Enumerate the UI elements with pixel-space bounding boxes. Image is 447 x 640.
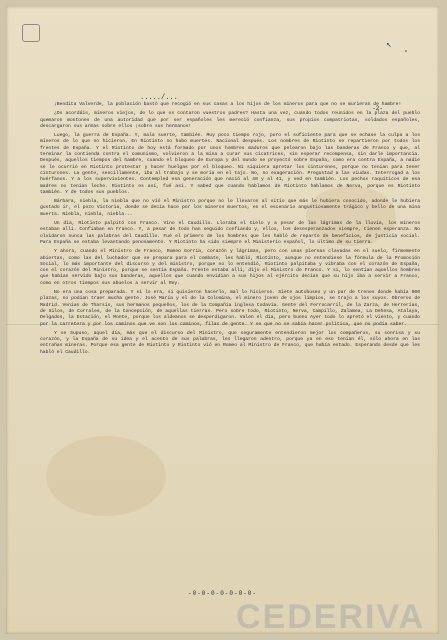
paragraph: No era una cosa preparada. Y si lo era, si quisieron hacerlo, mal lo hicieron. Siete autobuses y un par de trenes donde había 900 plazas, no podían traer mucha gente. José María y el de la Colomina, el minero joven de ojos limpios, se trajo a los suyos. Obreros de Madrid. Venían de Tharsis, sus hermanos pequeños, los de la Compañía inglesa todavía. Gente del Ferrocarril, de la Zarza, de Herrerías, de Silos, de Corrales, de la Concepción, de aquellas tierras. Pero sobre todo, Riotinto, Nerva, Campillo, Zalamea, La Dehesa, Atalaya, Delgados, la Estación, el Monte, porque los aldeanos se desperdigaron. Valen el día, pero bueno Ayer todo lo apretó el viento, y cuando por la carretera y por los caminos que ve son los caminos, filas de gente. Y se que no se sabía hacer política, que no podía saber. — [40, 290, 420, 327]
paragraph: Bárbara, niebla, la niebla que no vió el Ministro porque no le llevaron al sitio que más le hubiera conocido, adonde le hubiera gustado ir, el pozo Victoria, donde se decía hace por los mineros muertos, en el escenario angustiosamente trágico y bello de una mina muerta. Niebla, niebla, niebla... — [40, 199, 420, 217]
body-text — [40, 102, 420, 359]
paragraph: Y se Supuso, aquel día, más que el discurso del Ministro, que seguramente entendieron mejor los compañeros, su sonrisa y su corazón, y la España de su idea y el acento de sus palabras, les llegaron adentro, porque ya en eso tenían él, sólo ahora en las entrañas mineras. Porque esa gente de Riotinto y Riotinto vió en Romeo al Ministro de Franco, que había estado. Esperando desde que les habló el Caudillo. — [40, 330, 420, 355]
paragraph: Luego, la guerra de España. Y, mala suerte, también. Muy poco tiempo rojo, poro el suficiente para que se echase la culpa a los mineros de lo que no hicieron. En Riotinto no hubo muertes. Nacional después. Los nombres de Riotinto se repartieron por todos los frentes de España. Y el Riotinto de hoy está formado por unos hombres maduros que pelearon bajo las banderas de Franco y que, al terminar la contienda contra el comunismo, volvieron a la mina a curar sus cicatrices, sin esperar recompensa, sin darle importancia. Después, aquellos tiempos del hambre, cuando el bloqueo de Europa y del mundo se proyectó sobre España, como era contra España, a nadie se le ocurrió en Riotinto protestar y hacer huelgas por el bloqueo. Ni siquiera apretar los cinturones, porque no tenían para tener cinturones. La gente, sencillamente, iba al trabajo y se moría en el tajo. No, no exageración. Preguntad a las viudas. Interrogad a los huérfanos. Y a los supervivientes. Contempled esa generación que nació al 40 y al 41, y ved en también. Los pechos raquíticos de esa madres no tenían leche. Riotinto es así, fué así. Y sabed que cuando hablamos de Riotinto hablamos de Nerva, porque es Riotinto también. Y de todos sus pueblos. — [40, 133, 420, 195]
closing-ornament: -0-0-0-0-0-0-0- — [187, 590, 257, 597]
archive-watermark: CEDERIVA — [236, 598, 426, 634]
continuation-mark: ...../... — [140, 94, 178, 102]
document-page — [6, 6, 439, 634]
paragraph: Un día, Riotinto palpitó con Franco. Vino el Caudillo. Lloraba el Cielo y a pesar de las lágrimas de la lluvia, los mineros estaban allí. Confiaban en Franco. Y, a pesar de todo han seguido confiando y, ellos, los desesperanzados siempre, tienen esperanza. No olvidaron nunca las palabras del Caudillo. Fué el primero de los hombres que les habló de reparto de beneficios, de justicia social. Para España se estaba levantando penosamente. Y Riotinto ha sido siempre el Ministerio español, lo último de su tierra. — [40, 221, 420, 245]
paragraph: ¿Os acordáis, mineros viejos, de lo que os contaron vuestros padres? Hasta una vez, cuando todos reunidos en la plaza del pueblo quemaron montones de una autoridad que por ser españoles les mereció confianza, sus propios compatriotas, soldados españoles, descargaron sus armas sobre ellos ¡sobre sus hermanos! — [40, 111, 420, 129]
paper-stain — [46, 436, 166, 516]
page-number: -2- — [372, 105, 383, 112]
ink-mark: ↖ — [386, 40, 392, 50]
corner-stamp — [22, 24, 40, 42]
paragraph: ¡Bendita Valverde, la población bastó que recogió en sus casas a los hijos de los mineros para que no se murieran de hambre! — [54, 102, 402, 107]
ink-mark: ∘ — [404, 48, 408, 55]
paragraph: Y ahora, cuando el Ministro de Franco, Romeo Gorría, corazón y lágrimas, pero con unas piernas clavadas en el suelo, firmemente abiertas, como las del luchador que se prepara para el combate, les habló, Riotinto, aunque no entendiese la fórmula de la Promoción Social, lo más importante del discurso y del ministro, porque no lo entendió, Riotinto palpitaba y vibraba con el corazón de España, con el corazón del Ministro, porque se sentía España. Frente estaba allí, dijo el Ministro de Franco. Y sí, lo sentían aquellos hombres que habían servido bajo sus banderas, aquellos que cuando envidian a sus hijos al ejército decían que su hijo iba a servir a Franco, como en otros tiempos sus abuelos a servir al Rey. — [40, 249, 420, 286]
